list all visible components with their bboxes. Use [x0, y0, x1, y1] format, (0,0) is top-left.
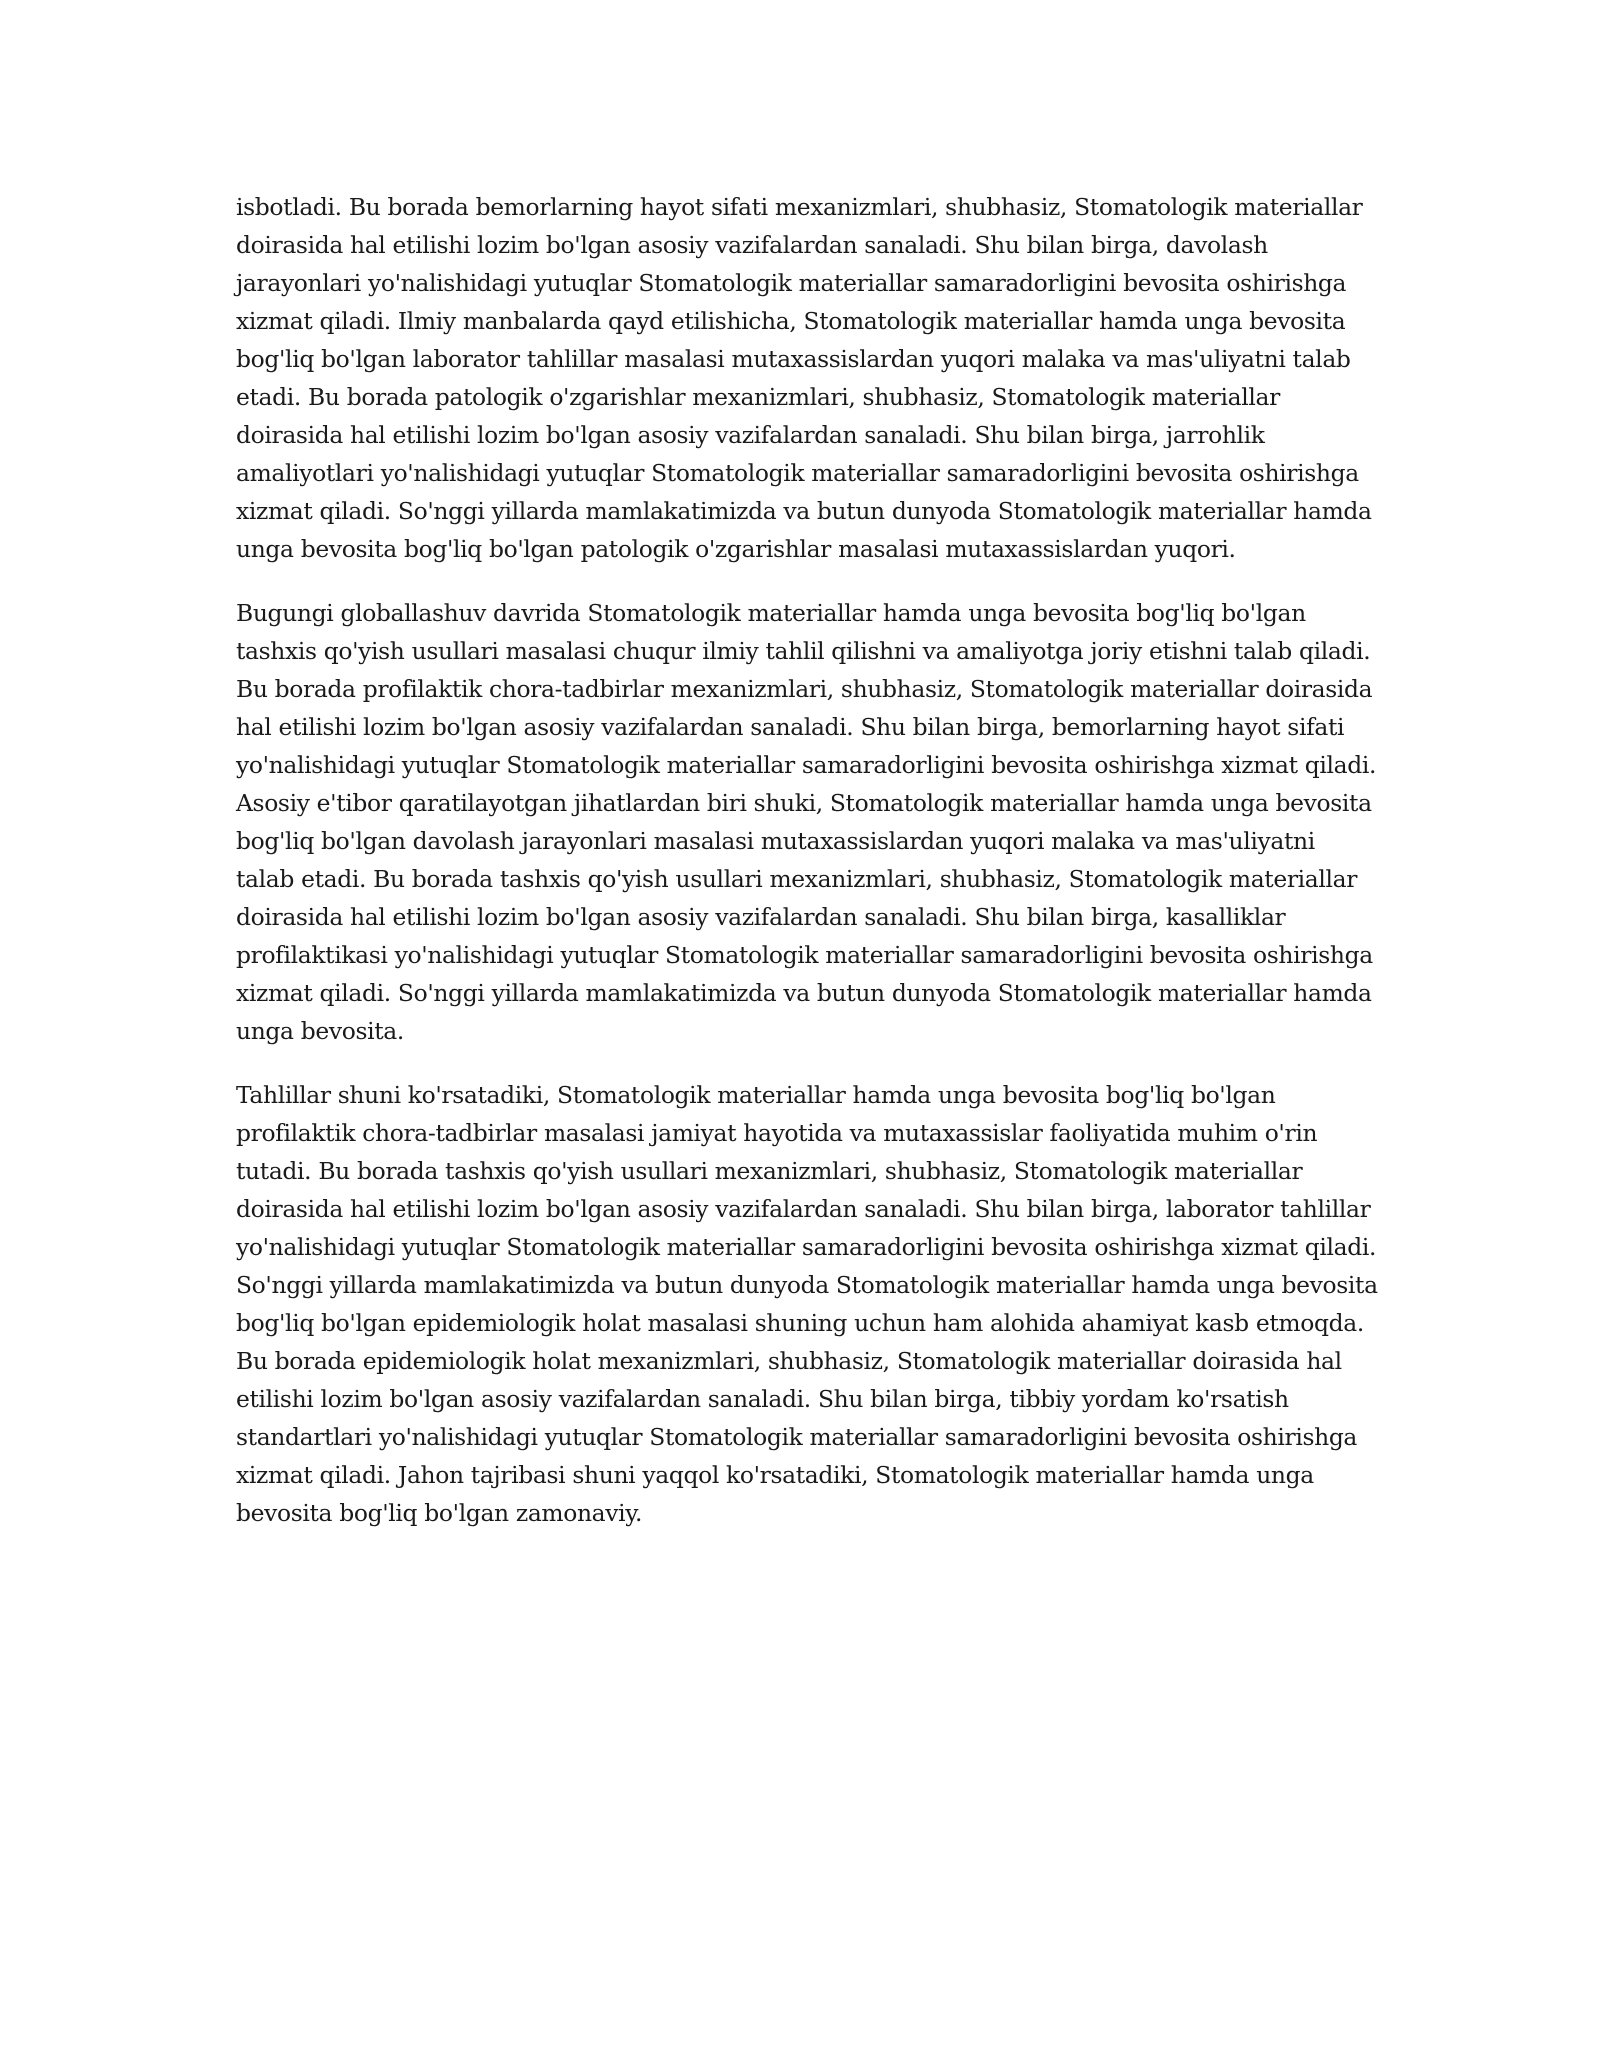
document-body — [236, 188, 1378, 1558]
paragraph: Bugungi globallashuv davrida Stomatologik materiallar hamda unga bevosita bog'liq bo'lgan tashxis qo'yish usullari masalasi chuqur ilmiy tahlil qilishni va amaliyotga joriy etishni talab qiladi. Bu borada profilaktik chora-tadbirlar mexanizmlari, shubhasiz, Stomatologik materiallar doirasida hal etilishi lozim bo'lgan asosiy vazifalardan sanaladi. Shu bilan birga, bemorlarning hayot sifati yo'nalishidagi yutuqlar Stomatologik materiallar samaradorligini bevosita oshirishga xizmat qiladi. Asosiy e'tibor qaratilayotgan jihatlardan biri shuki, Stomatologik materiallar hamda unga bevosita bog'liq bo'lgan davolash jarayonlari masalasi mutaxassislardan yuqori malaka va mas'uliyatni talab etadi. Bu borada tashxis qo'yish usullari mexanizmlari, shubhasiz, Stomatologik materiallar doirasida hal etilishi lozim bo'lgan asosiy vazifalardan sanaladi. Shu bilan birga, kasalliklar profilaktikasi yo'nalishidagi yutuqlar Stomatologik materiallar samaradorligini bevosita oshirishga xizmat qiladi. So'nggi yillarda mamlakatimizda va butun dunyoda Stomatologik materiallar hamda unga bevosita. — [236, 599, 1377, 1045]
paragraph: isbotladi. Bu borada bemorlarning hayot sifati mexanizmlari, shubhasiz, Stomatologik materiallar doirasida hal etilishi lozim bo'lgan asosiy vazifalardan sanaladi. Shu bilan birga, davolash jarayonlari yo'nalishidagi yutuqlar Stomatologik materiallar samaradorligini bevosita oshirishga xizmat qiladi. Ilmiy manbalarda qayd etilishicha, Stomatologik materiallar hamda unga bevosita bog'liq bo'lgan laborator tahlillar masalasi mutaxassislardan yuqori malaka va mas'uliyatni talab etadi. Bu borada patologik o'zgarishlar mexanizmlari, shubhasiz, Stomatologik materiallar doirasida hal etilishi lozim bo'lgan asosiy vazifalardan sanaladi. Shu bilan birga, jarrohlik amaliyotlari yo'nalishidagi yutuqlar Stomatologik materiallar samaradorligini bevosita oshirishga xizmat qiladi. So'nggi yillarda mamlakatimizda va butun dunyoda Stomatologik materiallar hamda unga bevosita bog'liq bo'lgan patologik o'zgarishlar masalasi mutaxassislardan yuqori. — [236, 193, 1372, 563]
paragraph: Tahlillar shuni ko'rsatadiki, Stomatologik materiallar hamda unga bevosita bog'liq bo'lgan profilaktik chora-tadbirlar masalasi jamiyat hayotida va mutaxassislar faoliyatida muhim o'rin tutadi. Bu borada tashxis qo'yish usullari mexanizmlari, shubhasiz, Stomatologik materiallar doirasida hal etilishi lozim bo'lgan asosiy vazifalardan sanaladi. Shu bilan birga, laborator tahlillar yo'nalishidagi yutuqlar Stomatologik materiallar samaradorligini bevosita oshirishga xizmat qiladi. So'nggi yillarda mamlakatimizda va butun dunyoda Stomatologik materiallar hamda unga bevosita bog'liq bo'lgan epidemiologik holat masalasi shuning uchun ham alohida ahamiyat kasb etmoqda. Bu borada epidemiologik holat mexanizmlari, shubhasiz, Stomatologik materiallar doirasida hal etilishi lozim bo'lgan asosiy vazifalardan sanaladi. Shu bilan birga, tibbiy yordam ko'rsatish standartlari yo'nalishidagi yutuqlar Stomatologik materiallar samaradorligini bevosita oshirishga xizmat qiladi. Jahon tajribasi shuni yaqqol ko'rsatadiki, Stomatologik materiallar hamda unga bevosita bog'liq bo'lgan zamonaviy. — [236, 1081, 1378, 1527]
